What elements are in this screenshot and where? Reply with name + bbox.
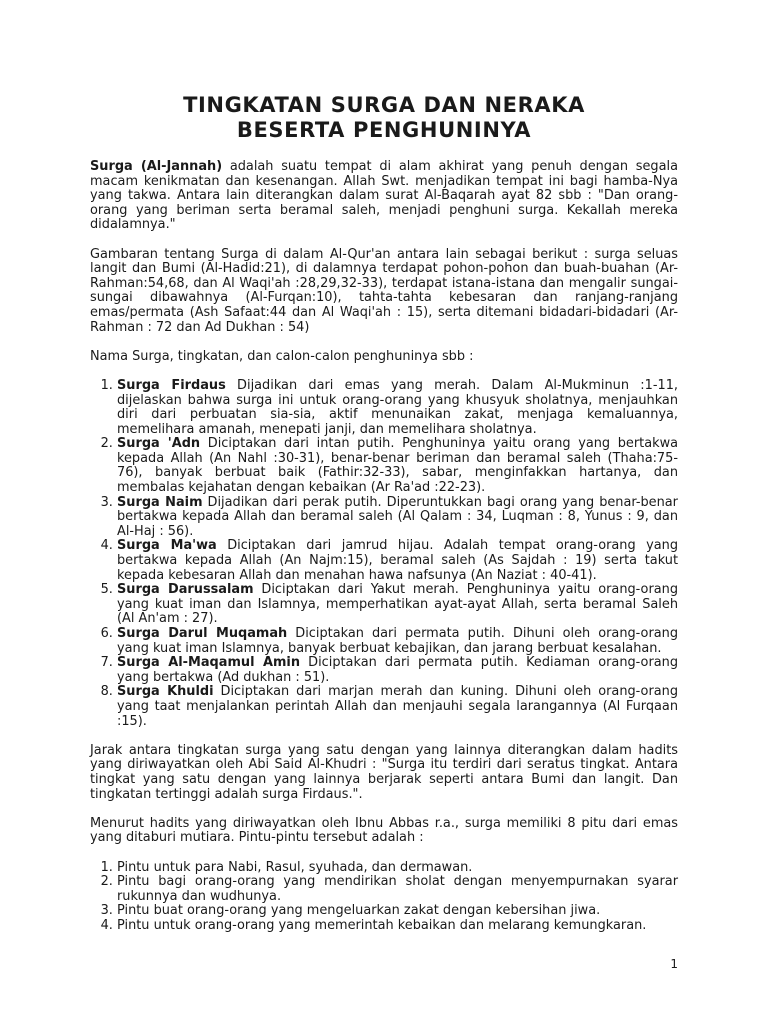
gates-intro: Menurut hadits yang diriwayatkan oleh Ibnu Abbas r.a., surga memiliki 8 pitu dari emas yang ditaburi mutiara. Pintu-pintu tersebut adalah : [90,815,678,846]
list-item [117,379,678,437]
list-intro: Nama Surga, tingkatan, dan calon-calon penghuninya sbb : [90,348,474,364]
heaven-desc: Diciptakan dari Yakut merah. Penghuninya yaitu orang-orang yang kuat iman dan Islamnya, memperhatikan ayat-ayat Allah, serta beramal Saleh (Al An'am : 27). [117,582,678,627]
list-item [117,539,678,583]
heaven-name: Surga Al-Maqamul Amin [117,655,301,671]
description-paragraph: Gambaran tentang Surga di dalam Al-Qur'an antara lain sebagai berikut : surga seluas langit dan Bumi (Al-Hadid:21), di dalamnya terdapat pohon-pohon dan buah-buahan (Ar-Rahman:54,68, dan Al Waqi'ah :28,29,32-33), terdapat istana-istana dan mengalir sungai-sungai dibawahnya (Al-Furqan:10), tahta-tahta kebesaran dan ranjang-ranjang emas/permata (Ash Safaat:44 dan Al Waqi'ah : 15), serta ditemani bidadari-bidadari (Ar-Rahman : 72 dan Ad Dukhan : 54) [90,246,678,335]
list-item [117,437,678,495]
gates-list [90,861,678,934]
page-number: 1 [670,957,678,971]
heaven-name: Surga Darussalam [117,582,254,598]
list-item [117,685,678,729]
heaven-desc: Diciptakan dari intan putih. Penghuninya yaitu orang yang bertakwa kepada Allah (An Nahl :30-31), benar-benar beriman dan beramal saleh (Thaha:75-76), banyak berbuat baik (Fathir:32-33), sabar, menginfakkan hartanya, dan membalas kejahatan dengan kebaikan (Ar Ra'ad :22-23). [117,436,679,496]
list-item: 2. Pintu bagi orang-orang yang mendirikan sholat dengan menyempurnakan syarar rukunnya dan wudhunya. [117,875,678,904]
heaven-desc: Dijadikan dari perak putih. Diperuntukkan bagi orang yang benar-benar bertakwa kepada Allah dan beramal saleh (Al Qalam : 34, Luqman : 8, Yunus : 9, dan Al-Haj : 56). [117,494,678,539]
list-item [117,656,678,685]
heaven-desc: Diciptakan dari permata putih. Dihuni oleh orang-orang yang kuat iman Islamnya, banyak berbuat kebajikan, dan jarang berbuat kesalahan. [117,626,678,656]
list-item [117,583,678,627]
heaven-list [90,379,678,729]
heaven-name: Surga Khuldi [117,684,214,700]
heaven-desc: Diciptakan dari jamrud hijau. Adalah tempat orang-orang yang bertakwa kepada Allah (An Najm:15), beramal saleh (As Sajdah : 19) serta takut kepada kebesaran Allah dan menahan hawa nafsunya (An Naziat : 40-41). [117,538,679,583]
list-item [117,627,678,656]
list-item: 3. Pintu buat orang-orang yang mengeluarkan zakat dengan kebersihan jiwa. [117,904,678,919]
intro-term: Surga (Al-Jannah) [90,159,223,174]
title-line-2: BESERTA PENGHUNINYA [236,118,532,142]
heaven-desc: Diciptakan dari marjan merah dan kuning. Dihuni oleh orang-orang yang taat menjalankan perintah Allah dan menjauhi segala larangannya (Al Furqaan :15). [117,684,678,729]
intro-paragraph [90,160,678,233]
list-item: 4. Pintu untuk orang-orang yang memerintah kebaikan dan melarang kemungkaran. [117,919,678,934]
intro-text: adalah suatu tempat di alam akhirat yang penuh dengan segala macam kenikmatan dan kesenangan. Allah Swt. menjadikan tempat ini bagi hamba-Nya yang takwa. Antara lain diterangkan dalam surat Al-Baqarah ayat 82 sbb : "Dan orang-orang yang beriman serta beramal saleh, menjadi penghuni surga. Kekallah mereka didalamnya." [90,159,678,233]
heaven-name: Surga Naim [117,494,203,510]
heaven-name: Surga Ma'wa [117,538,217,554]
heaven-name: Surga 'Adn [117,436,201,452]
heaven-desc: Diciptakan dari permata putih. Kediaman orang-orang yang bertakwa (Ad dukhan : 51). [117,655,678,685]
list-item: 1. Pintu untuk para Nabi, Rasul, syuhada, dan dermawan. [117,861,678,876]
heaven-name: Surga Darul Muqamah [117,626,288,641]
list-item [117,496,678,540]
heaven-name: Surga Firdaus [117,377,226,393]
heaven-desc: Dijadikan dari emas yang merah. Dalam Al-Mukminun :1-11, dijelaskan bahwa surga ini untuk orang-orang yang khusyuk sholatnya, menjauhkan diri dari perbuatan sia-sia, aktif menunaikan zakat, menjaga kemaluannya, memelihara amanah, menepati janji, dan memelihara sholatnya. [117,377,678,437]
title-line-1: TINGKATAN SURGA DAN NERAKA [183,93,585,117]
document-title [90,93,678,143]
distance-paragraph: Jarak antara tingkatan surga yang satu dengan yang lainnya diterangkan dalam hadits yang diriwayatkan oleh Abi Said Al-Khudri : "Surga itu terdiri dari seratus tingkat. Antara tingkat yang satu dengan yang lainnya berjarak seperti antara Bumi dan langit. Dan tingkatan tertinggi adalah surga Firdaus.". [90,742,678,802]
